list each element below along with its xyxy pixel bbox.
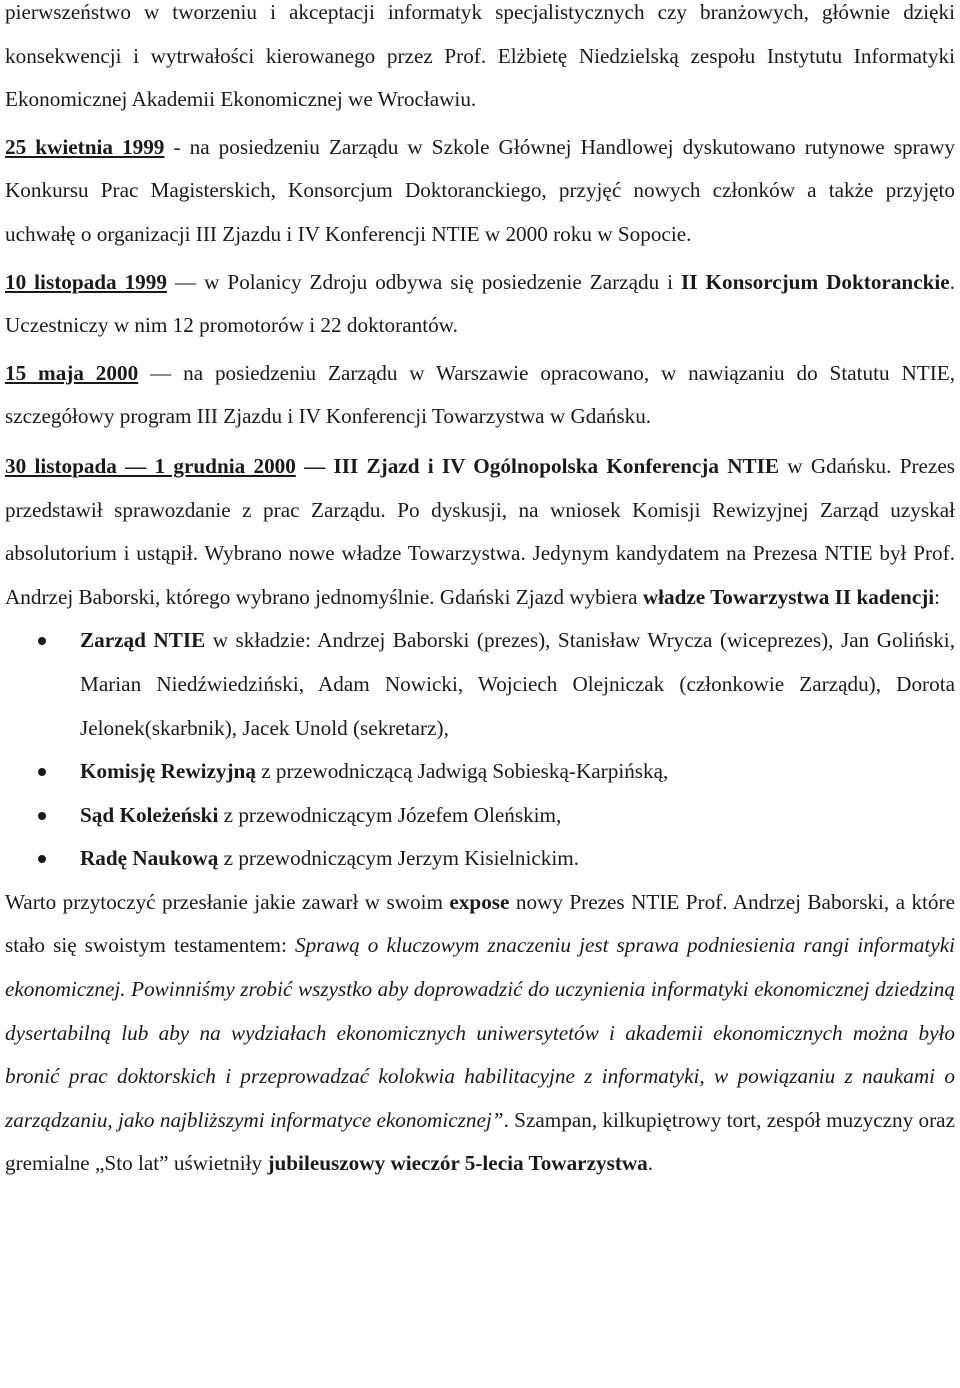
- body-name: Sąd Koleżeński: [80, 802, 219, 827]
- event-text: — w Polanicy Zdroju odbywa się posiedzenie Zarządu i: [166, 269, 682, 294]
- closing-post-text: . Szampan, kilkupiętrowy tort, zespół muzyczny oraz gremialne „Sto lat” uświetniły: [5, 1107, 955, 1176]
- event-text: — na posiedzeniu Zarządu w Warszawie opracowano, w nawiązaniu do Statutu NTIE, szczegółowy program III Zjazdu i IV Konferencji Towarzystwa w Gdańsku.: [5, 360, 955, 429]
- event-date: 10 listopada 1999: [5, 269, 167, 294]
- event-tail-text: . Uczestniczy w nim 12 promotorów i 22 doktorantów.: [5, 269, 955, 338]
- bullet-icon: [38, 768, 46, 776]
- body-text: z przewodniczącym Józefem Oleńskim,: [218, 802, 562, 827]
- body-text: z przewodniczącym Jerzym Kisielnickim.: [218, 846, 579, 871]
- body-name: Radę Naukową: [80, 846, 219, 871]
- event-tail-text: :: [934, 584, 941, 609]
- document-page: [5, 0, 955, 1186]
- intro-text: pierwszeństwo w tworzeniu i akceptacji informatyk specjalistycznych czy branżowych, głównie dzięki konsekwencji i wytrwałości kierowanego przez Prof. Elżbietę Niedzielską zespołu Instytutu Informatyki Ekonomicznej Akademii Ekonomicznej we Wrocławiu.: [5, 0, 955, 112]
- closing-pre-text: Warto przytoczyć przesłanie jakie zawarł w swoim: [5, 889, 450, 914]
- body-name: Zarząd NTIE: [80, 628, 206, 653]
- closing-mid-text: nowy Prezes NTIE Prof. Andrzej Baborski, a które stało się swoistym testamentem:: [5, 889, 955, 958]
- bullet-icon: [38, 855, 46, 863]
- body-text: w składzie: Andrzej Baborski (prezes), Stanisław Wrycza (wiceprezes), Jan Goliński, Marian Niedźwiedziński, Adam Nowicki, Wojciech Olejniczak (członkowie Zarządu), Dorota Jelonek(skarbnik), Jacek Unold (sekretarz),: [80, 628, 955, 740]
- event-paragraph-1999-11: [5, 261, 955, 348]
- event-date: 15 maja 2000: [5, 360, 139, 385]
- closing-paragraph: [5, 881, 955, 1186]
- event-text: w Gdańsku. Prezes przedstawił sprawozdanie z prac Zarządu. Po dyskusji, na wniosek Komisji Rewizyjnej Zarząd uzyskał absolutorium i ustąpił. Wybrano nowe władze Towarzystwa. Jedynym kandydatem na Prezesa NTIE był Prof. Andrzej Baborski, którego wybrano jednomyślnie. Gdański Zjazd wybiera: [5, 453, 955, 609]
- list-item-rada: [5, 837, 955, 881]
- closing-bold-text: jubileuszowy wieczór 5-lecia Towarzystwa: [267, 1151, 648, 1176]
- event-bold-text: — III Zjazd i IV Ogólnopolska Konferencja NTIE: [295, 453, 780, 478]
- list-item-sad: [5, 794, 955, 838]
- closing-tail-text: .: [647, 1151, 654, 1176]
- bullet-icon: [38, 637, 46, 645]
- event-paragraph-2000-11: [5, 445, 955, 619]
- list-item-komisja: [5, 750, 955, 794]
- closing-expose-word: expose: [449, 889, 510, 914]
- body-name: Komisję Rewizyjną: [80, 759, 256, 784]
- closing-quote: Sprawą o kluczowym znaczeniu jest sprawa podniesienia rangi informatyki ekonomicznej. Powinniśmy zrobić wszystko aby doprowadzić do uczynienia informatyki ekonomicznej dziedziną dysertabilną lub aby na wydziałach ekonomicznych uniwersytetów i akademii ekonomicznych można było bronić prac doktorskich i przeprowadzać kolokwia habilitacyjne z informatyki, w powiązaniu z naukami o zarządzaniu, jako najbliższymi informatyce ekonomicznej”: [5, 933, 955, 1132]
- event-paragraph-2000-05: [5, 352, 955, 439]
- event-bold-text-2: władze Towarzystwa II kadencji: [642, 584, 935, 609]
- event-date: 30 listopada — 1 grudnia 2000: [5, 453, 296, 478]
- event-paragraph-1999-04: [5, 126, 955, 257]
- event-text: - na posiedzeniu Zarządu w Szkole Głównej Handlowej dyskutowano rutynowe sprawy Konkursu Prac Magisterskich, Konsorcjum Doktoranckiego, przyjęć nowych członków a także przyjęto uchwałę o organizacji III Zjazdu i IV Konferencji NTIE w 2000 roku w Sopocie.: [5, 134, 955, 246]
- body-text: z przewodniczącą Jadwigą Sobieską-Karpińską,: [255, 759, 669, 784]
- list-item-zarzad: [5, 619, 955, 750]
- bullet-icon: [38, 812, 46, 820]
- event-date: 25 kwietnia 1999: [5, 134, 165, 159]
- governing-bodies-list: [5, 619, 955, 881]
- intro-paragraph: [5, 0, 955, 122]
- event-bold-text: II Konsorcjum Doktoranckie: [681, 269, 950, 294]
